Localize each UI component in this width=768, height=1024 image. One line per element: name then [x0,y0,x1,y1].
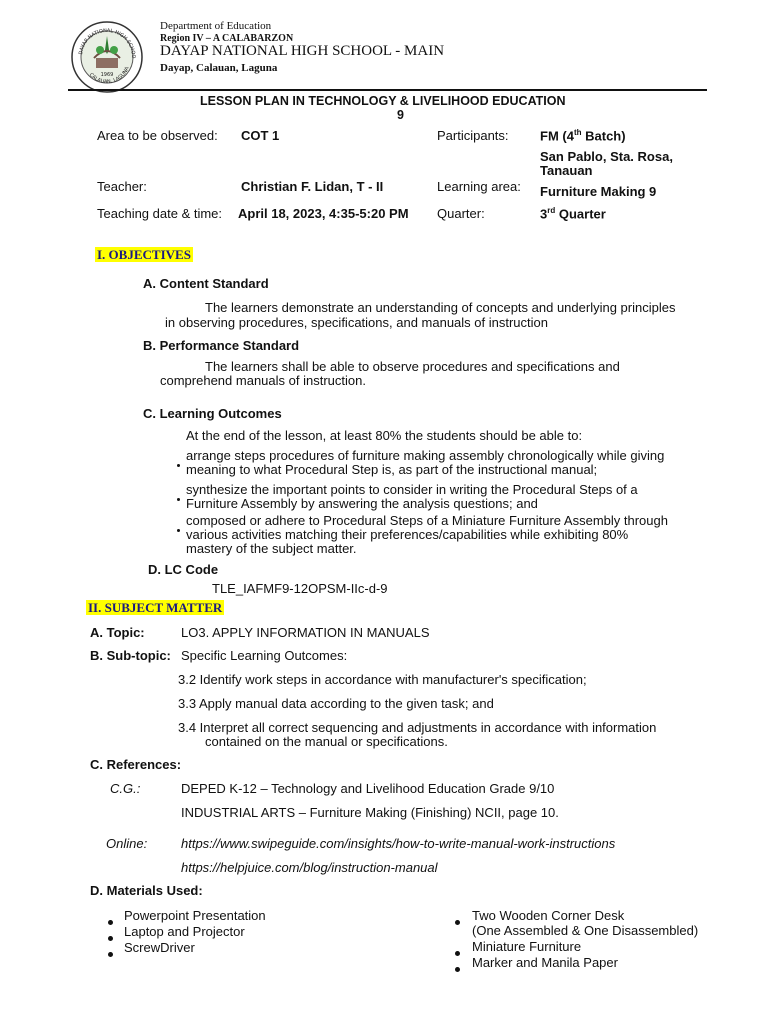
material-right-1b: (One Assembled & One Disassembled) [472,923,699,938]
outcome-2-line-2: Furniture Assembly by answering the analysis questions; and [186,496,538,511]
area-value: COT 1 [241,128,280,143]
cg-reference-2: INDUSTRIAL ARTS – Furniture Making (Finishing) NCII, page 10. [181,805,559,820]
participants-value-post: Batch) [581,128,626,144]
lc-code-value: TLE_IAFMF9-12OPSM-IIc-d-9 [212,581,388,596]
participants-label: Participants: [437,128,509,143]
content-standard-heading: A. Content Standard [143,276,269,291]
material-right-1: Two Wooden Corner Desk [472,908,625,923]
area-label: Area to be observed: [97,128,218,143]
lc-code-heading: D. LC Code [148,562,219,577]
region-name: Region IV – A CALABARZON [160,33,294,44]
dept-name: Department of Education [160,20,272,32]
cg-label: C.G.: [110,781,141,796]
header-rule [68,89,707,91]
learning-outcomes-heading: C. Learning Outcomes [143,406,282,421]
online-reference-2[interactable]: https://helpjuice.com/blog/instruction-manual [181,860,438,875]
lesson-plan-grade: 9 [397,108,404,122]
subtopic-value: Specific Learning Outcomes: [181,648,348,663]
outcome-3-line-1: composed or adhere to Procedural Steps of a Miniature Furniture Assembly through [186,513,668,528]
seal-year: 1969 [100,72,114,78]
outcome-bullet-3 [177,520,180,535]
participants-value-pre: FM (4 [540,128,574,144]
quarter-value-pre: 3 [540,206,548,222]
teacher-label: Teacher: [97,179,147,194]
objectives-heading-wrap [95,247,193,263]
material-left-1: Powerpoint Presentation [124,908,266,923]
quarter-value-post: Quarter [555,206,606,222]
school-address: Dayap, Calauan, Laguna [160,62,278,74]
participants-location-2: Tanauan [540,163,593,178]
references-label: C. References: [90,757,182,772]
material-right-2: Miniature Furniture [472,939,582,954]
cg-reference-1: DEPED K-12 – Technology and Livelihood Education Grade 9/10 [181,781,555,796]
quarter-label: Quarter: [437,206,485,221]
performance-standard-text-2: comprehend manuals of instruction. [160,373,366,388]
learning-outcomes-intro: At the end of the lesson, at least 80% the students should be able to: [186,428,583,443]
outcome-bullet-1 [177,455,180,470]
material-bullet-1 [108,913,113,928]
material-bullet-3 [108,945,113,960]
performance-standard-text-1: The learners shall be able to observe procedures and specifications and [205,359,620,374]
date-label: Teaching date & time: [97,206,223,221]
performance-standard-heading: B. Performance Standard [143,338,300,353]
subtopic-item-3-2: 3.2 Identify work steps in accordance with manufacturer's specification; [178,672,587,687]
subtopic-item-3-4-line-1: 3.4 Interpret all correct sequencing and adjustments in accordance with information [178,720,657,735]
quarter-value [540,206,606,221]
learning-area-value: Furniture Making 9 [540,184,657,199]
outcome-bullet-2 [177,489,180,504]
date-value: April 18, 2023, 4:35-5:20 PM [238,206,409,221]
materials-label: D. Materials Used: [90,883,203,898]
participants-value [540,128,626,143]
lesson-plan-title: LESSON PLAN IN TECHNOLOGY & LIVELIHOOD EDUCATION [200,94,566,108]
outcome-3-line-3: mastery of the subject matter. [186,541,357,556]
outcome-2-line-1: synthesize the important points to consider in writing the Procedural Steps of a [186,482,638,497]
material-bullet-6 [455,960,460,975]
outcome-1-line-2: meaning to what Procedural Step is, as part of the instructional manual; [186,462,598,477]
material-bullet-4 [455,913,460,928]
topic-label: A. Topic: [90,625,145,640]
subject-matter-heading: II. SUBJECT MATTER [88,600,223,615]
material-bullet-5 [455,944,460,959]
objectives-heading: I. OBJECTIVES [97,247,191,262]
school-name: DAYAP NATIONAL HIGH SCHOOL - MAIN [160,43,445,59]
material-bullet-2 [108,929,113,944]
online-label: Online: [106,836,148,851]
outcome-3-line-2: various activities matching their preferences/capabilities while exhibiting 80% [186,527,629,542]
subtopic-item-3-4-line-2: contained on the manual or specifications. [205,734,448,749]
content-standard-text-1: The learners demonstrate an understanding of concepts and underlying principles [205,300,676,315]
subtopic-label: B. Sub-topic: [90,648,171,663]
content-standard-text-2: in observing procedures, specifications, and manuals of instruction [165,315,548,330]
subtopic-item-3-3: 3.3 Apply manual data according to the given task; and [178,696,494,711]
teacher-value: Christian F. Lidan, T - II [241,179,384,194]
material-left-3: ScrewDriver [124,940,195,955]
topic-value: LO3. APPLY INFORMATION IN MANUALS [181,625,430,640]
online-reference-1[interactable]: https://www.swipeguide.com/insights/how-to-write-manual-work-instructions [181,836,616,851]
school-seal [70,20,144,94]
seal-text-top: DAYAP NATIONAL HIGH SCHOO [78,27,137,59]
learning-area-label: Learning area: [437,179,521,194]
material-right-3: Marker and Manila Paper [472,955,618,970]
subject-heading-wrap [86,600,224,616]
participants-location-1: San Pablo, Sta. Rosa, [540,149,673,164]
quarter-value-sup: rd [547,206,556,215]
outcome-1-line-1: arrange steps procedures of furniture making assembly chronologically while giving [186,448,665,463]
participants-value-sup: th [573,128,582,137]
seal-text-bottom: CALAUAN, LAGUNA [87,66,131,86]
material-left-2: Laptop and Projector [124,924,245,939]
